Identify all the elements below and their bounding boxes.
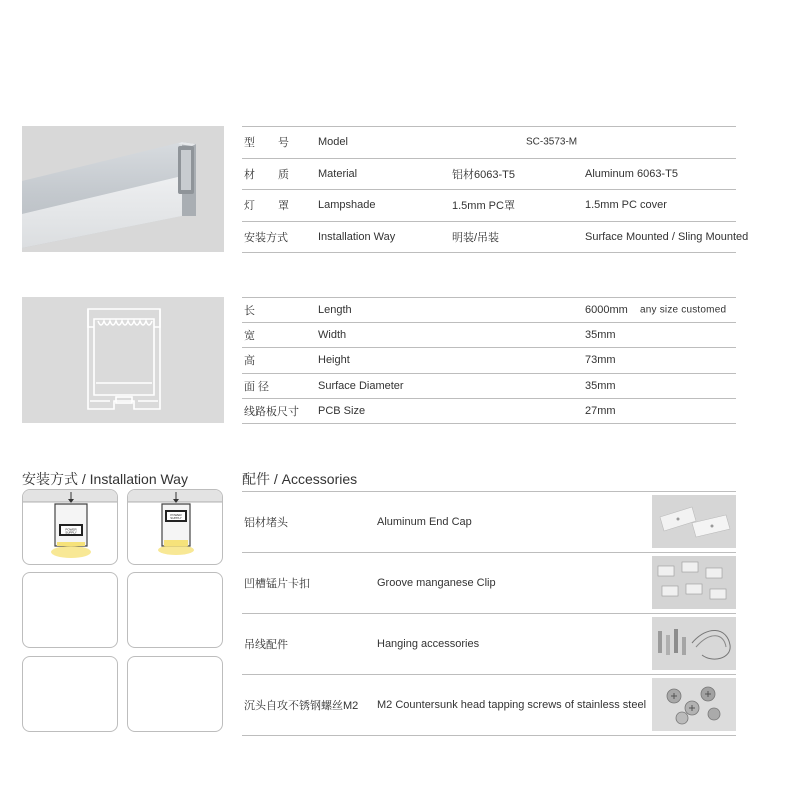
aluminum-profile-image <box>22 126 224 252</box>
spec-value: 35mm <box>585 379 616 392</box>
accessory-name-en: Hanging accessories <box>377 638 480 650</box>
spec-table-general <box>242 126 749 253</box>
accessory-name-en: M2 Countersunk head tapping screws of stainless steel <box>377 699 647 711</box>
spec-label-cn: 长 <box>244 305 255 318</box>
hanging-accessories-image <box>652 617 736 670</box>
spec-value-cn: 1.5mm PC罩 <box>452 200 515 213</box>
spec-label-en: Height <box>318 354 350 367</box>
accessory-name-en: Groove manganese Clip <box>377 577 496 589</box>
customization-note: any size customed <box>640 304 727 316</box>
spec-row-length <box>242 298 736 323</box>
spec-row-material <box>242 159 736 191</box>
install-diagram-empty <box>127 656 223 732</box>
install-diagram-surface <box>22 489 118 565</box>
spec-value-en: 1.5mm PC cover <box>585 199 667 212</box>
accessory-row-end-cap <box>242 492 736 553</box>
spec-row-height <box>242 348 736 373</box>
spec-label-en: PCB Size <box>318 404 366 417</box>
spec-label-cn: 高 <box>244 355 255 368</box>
screws-image <box>652 678 736 731</box>
accessory-row-screws <box>242 675 736 736</box>
install-diagram-empty <box>22 572 118 648</box>
spec-label-cn: 灯 罩 <box>244 200 300 213</box>
spec-row-installation <box>242 222 749 254</box>
accessories-table <box>242 491 736 736</box>
spec-value: 73mm <box>585 354 616 367</box>
spec-label-en: Surface Diameter <box>318 379 404 392</box>
spec-value-en: Aluminum 6063-T5 <box>585 167 678 180</box>
spec-label-cn: 安装方式 <box>244 231 288 244</box>
cross-section-drawing <box>22 297 224 423</box>
product-photo <box>22 126 224 252</box>
spec-value: 35mm <box>585 329 616 342</box>
spec-label-en: Material <box>318 167 358 180</box>
end-cap-image <box>652 495 736 548</box>
spec-value: 6000mm <box>585 304 628 317</box>
accessories-title: 配件 / Accessories <box>242 471 358 487</box>
svg-text:POWER: POWER <box>170 513 182 517</box>
spec-label-en: Width <box>318 329 347 342</box>
spec-row-width <box>242 323 736 348</box>
spec-row-pcb-size <box>242 399 736 424</box>
spec-value-en: Surface Mounted / Sling Mounted <box>585 230 749 243</box>
spec-row-surface-diameter <box>242 374 736 399</box>
svg-text:POWER: POWER <box>65 527 77 532</box>
accessory-name-cn: 吊线配件 <box>244 639 288 651</box>
accessory-row-hanging <box>242 614 736 675</box>
spec-value-cn: 铝材6063-T5 <box>452 168 515 181</box>
accessory-name-cn: 凹槽锰片卡扣 <box>244 578 310 590</box>
install-diagram-empty <box>22 656 118 732</box>
svg-text:SUPPLY: SUPPLY <box>170 516 182 520</box>
spec-value-cn: 明装/吊装 <box>452 231 500 244</box>
svg-text:SUPPLY: SUPPLY <box>65 530 77 535</box>
accessory-name-cn: 铝材堵头 <box>244 517 288 529</box>
spec-label-cn: 型 号 <box>244 137 300 150</box>
install-diagram-sling <box>127 489 223 565</box>
spec-row-model <box>242 127 736 159</box>
spec-label-en: Length <box>318 304 352 317</box>
spec-label-cn: 面 径 <box>244 380 270 393</box>
accessory-row-clip <box>242 553 736 614</box>
spec-table-dimensions <box>242 297 736 424</box>
spec-value: 27mm <box>585 404 616 417</box>
spec-label-en: Model <box>318 136 348 149</box>
install-diagram-empty <box>127 572 223 648</box>
installation-title: 安装方式 / Installation Way <box>22 471 188 487</box>
surface-mount-diagram <box>23 490 118 565</box>
spec-row-lampshade <box>242 190 736 222</box>
accessory-name-en: Aluminum End Cap <box>377 516 472 528</box>
clip-image <box>652 556 736 609</box>
spec-label-en: Lampshade <box>318 199 376 212</box>
spec-label-cn: 宽 <box>244 330 255 343</box>
sling-mount-diagram <box>128 490 223 565</box>
profile-cross-section-image <box>22 297 224 423</box>
spec-label-cn: 材 质 <box>244 168 300 181</box>
spec-label-cn: 线路板尺寸 <box>244 405 299 418</box>
spec-label-en: Installation Way <box>318 230 396 243</box>
accessory-name-cn: 沉头自攻不锈钢螺丝M2 <box>244 700 359 712</box>
model-number: SC-3573-M <box>526 136 578 148</box>
